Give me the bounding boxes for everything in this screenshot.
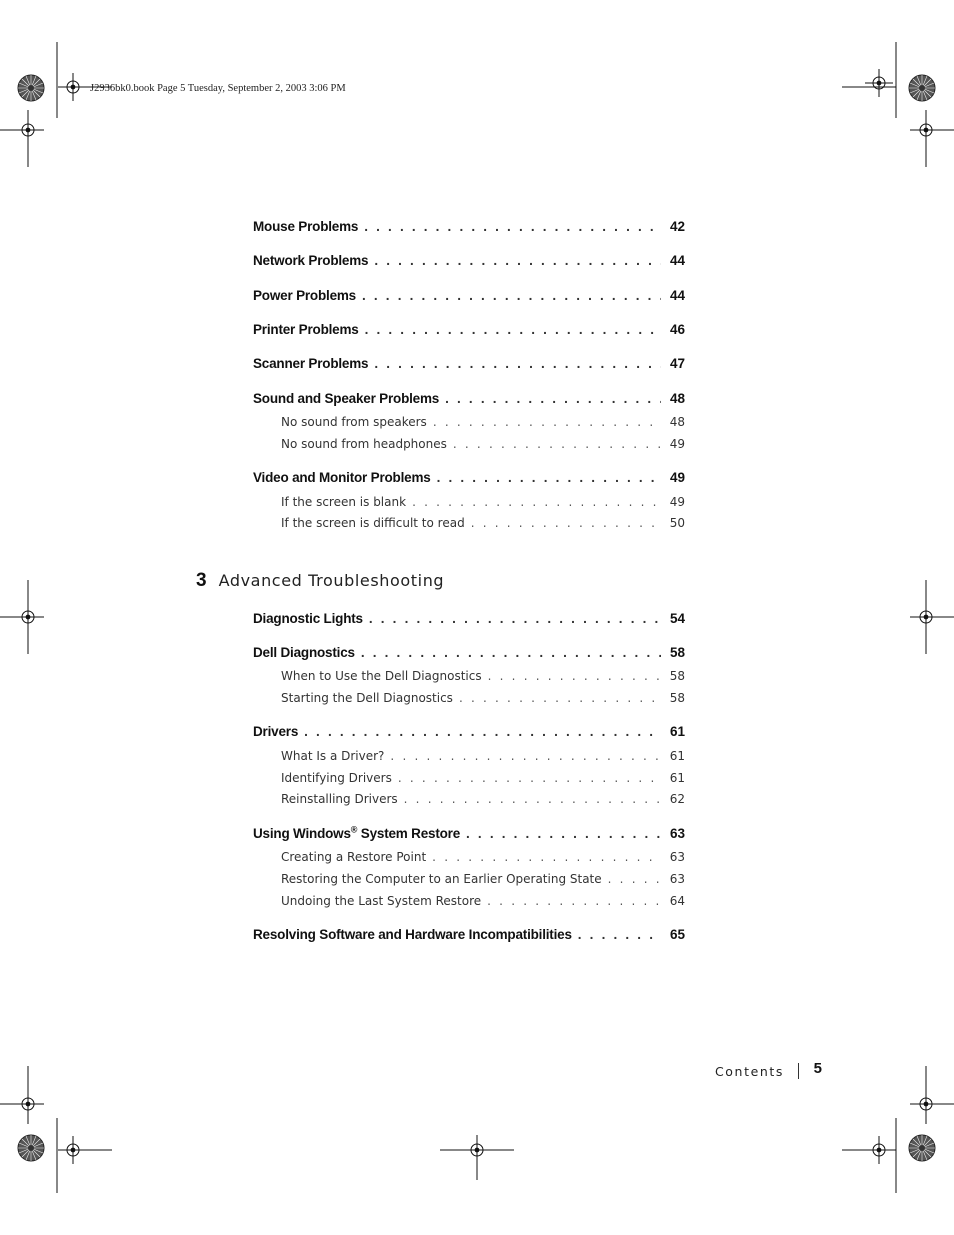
toc-subentry[interactable]: [281, 669, 685, 683]
dot-leader: [432, 850, 661, 864]
toc-entry-page: 54: [669, 611, 685, 626]
dot-leader: [361, 645, 661, 660]
dot-leader: [487, 894, 661, 908]
dot-leader: [404, 792, 661, 806]
toc-entry[interactable]: [253, 219, 685, 234]
dot-leader: [374, 253, 661, 268]
toc-subentry[interactable]: [281, 872, 685, 886]
toc-subentry[interactable]: [281, 850, 685, 864]
toc-entry-page: 61: [669, 724, 685, 739]
toc-subentry-page: 50: [669, 516, 685, 530]
toc-entry-label: Scanner Problems: [253, 356, 369, 371]
toc-entry-label: Sound and Speaker Problems: [253, 391, 440, 406]
footer-page-number: 5: [813, 1060, 822, 1077]
dot-leader: [390, 749, 661, 763]
dot-leader: [304, 724, 661, 739]
toc-subentry[interactable]: [281, 691, 685, 705]
toc-entry-label: Mouse Problems: [253, 219, 359, 234]
dot-leader: [453, 437, 661, 451]
dot-leader: [362, 288, 661, 303]
toc-entry[interactable]: [253, 288, 685, 303]
toc-entry[interactable]: [253, 611, 685, 626]
toc-entry-page: 47: [669, 356, 685, 371]
chapter-heading: [196, 570, 444, 592]
toc-entry-page: 63: [669, 826, 685, 841]
toc-entry-label: Network Problems: [253, 253, 369, 268]
toc-entry[interactable]: [253, 253, 685, 268]
toc-subentry-label: No sound from speakers: [281, 415, 427, 429]
toc-subentry-page: 49: [669, 437, 685, 451]
toc-entry-page: 49: [669, 470, 685, 485]
toc-subentry-label: Creating a Restore Point: [281, 850, 427, 864]
toc-entry[interactable]: [253, 322, 685, 337]
toc-entry-label: [253, 826, 460, 841]
toc-entry-label: Drivers: [253, 724, 299, 739]
dot-leader: [374, 356, 661, 371]
footer-divider: [798, 1063, 799, 1079]
toc-subentry-label: When to Use the Dell Diagnostics: [281, 669, 482, 683]
toc-subentry-page: 61: [669, 749, 685, 763]
toc-subentry-page: 58: [669, 691, 685, 705]
toc-entry-label: Diagnostic Lights: [253, 611, 363, 626]
toc-subentry[interactable]: [281, 415, 685, 429]
dot-leader: [471, 516, 661, 530]
dot-leader: [488, 669, 661, 683]
toc-entry-label: Printer Problems: [253, 322, 359, 337]
toc-entry-page: 44: [669, 253, 685, 268]
toc-entry-page: 44: [669, 288, 685, 303]
toc-subentry[interactable]: [281, 749, 685, 763]
toc-entry-page: 46: [669, 322, 685, 337]
dot-leader: [369, 611, 661, 626]
label-text: Using Windows: [253, 826, 351, 841]
printer-slug: J2936bk0.book Page 5 Tuesday, September 2, 2003 3:06 PM: [90, 83, 346, 94]
toc-subentry-label: If the screen is difficult to read: [281, 516, 465, 530]
toc-entry[interactable]: [253, 391, 685, 406]
registered-mark: ®: [350, 824, 358, 835]
dot-leader: [445, 391, 661, 406]
dot-leader: [578, 927, 661, 942]
dot-leader: [459, 691, 661, 705]
toc-entry[interactable]: [253, 826, 685, 841]
toc-subentry-page: 64: [669, 894, 685, 908]
toc-entry[interactable]: [253, 724, 685, 739]
toc-entry-page: 58: [669, 645, 685, 660]
chapter-title: Advanced Troubleshooting: [218, 571, 445, 590]
toc-subentry-label: If the screen is blank: [281, 495, 407, 509]
toc-subentry[interactable]: [281, 894, 685, 908]
toc-subentry-page: 63: [669, 872, 685, 886]
toc-entry-label: Video and Monitor Problems: [253, 470, 431, 485]
toc-subentry-page: 63: [669, 850, 685, 864]
toc-subentry-label: No sound from headphones: [281, 437, 447, 451]
toc-subentry[interactable]: [281, 495, 685, 509]
toc-subentry-label: Undoing the Last System Restore: [281, 894, 482, 908]
toc-entry[interactable]: [253, 470, 685, 485]
toc-subentry[interactable]: [281, 771, 685, 785]
toc-subentry[interactable]: [281, 516, 685, 530]
dot-leader: [412, 495, 661, 509]
toc-subentry-page: 62: [669, 792, 685, 806]
toc-entry[interactable]: [253, 645, 685, 660]
toc-entry[interactable]: [253, 927, 685, 942]
toc-entry-page: 42: [669, 219, 685, 234]
toc-subentry-label: Reinstalling Drivers: [281, 792, 398, 806]
dot-leader: [433, 415, 661, 429]
toc-subentry-page: 49: [669, 495, 685, 509]
footer-section-label: Contents: [714, 1064, 784, 1079]
chapter-number: 3: [196, 570, 207, 591]
toc-subentry-page: 48: [669, 415, 685, 429]
dot-leader: [608, 872, 661, 886]
toc-subentry-page: 58: [669, 669, 685, 683]
toc-entry-label: Power Problems: [253, 288, 356, 303]
toc-entry-label: Resolving Software and Hardware Incompatibilities: [253, 927, 572, 942]
dot-leader: [365, 322, 661, 337]
toc-entry-page: 48: [669, 391, 685, 406]
toc-subentry[interactable]: [281, 437, 685, 451]
toc-subentry-page: 61: [669, 771, 685, 785]
toc-subentry-label: Restoring the Computer to an Earlier Operating State: [281, 872, 602, 886]
dot-leader: [398, 771, 661, 785]
toc-entry-page: 65: [669, 927, 685, 942]
toc-entry-label: Dell Diagnostics: [253, 645, 355, 660]
toc-subentry-label: What Is a Driver?: [281, 749, 385, 763]
toc-subentry[interactable]: [281, 792, 685, 806]
toc-subentry-label: Starting the Dell Diagnostics: [281, 691, 453, 705]
toc-subentry-label: Identifying Drivers: [281, 771, 392, 785]
label-text: System Restore: [357, 826, 461, 841]
dot-leader: [364, 219, 661, 234]
dot-leader: [437, 470, 661, 485]
toc-entry[interactable]: [253, 356, 685, 371]
dot-leader: [466, 826, 661, 841]
